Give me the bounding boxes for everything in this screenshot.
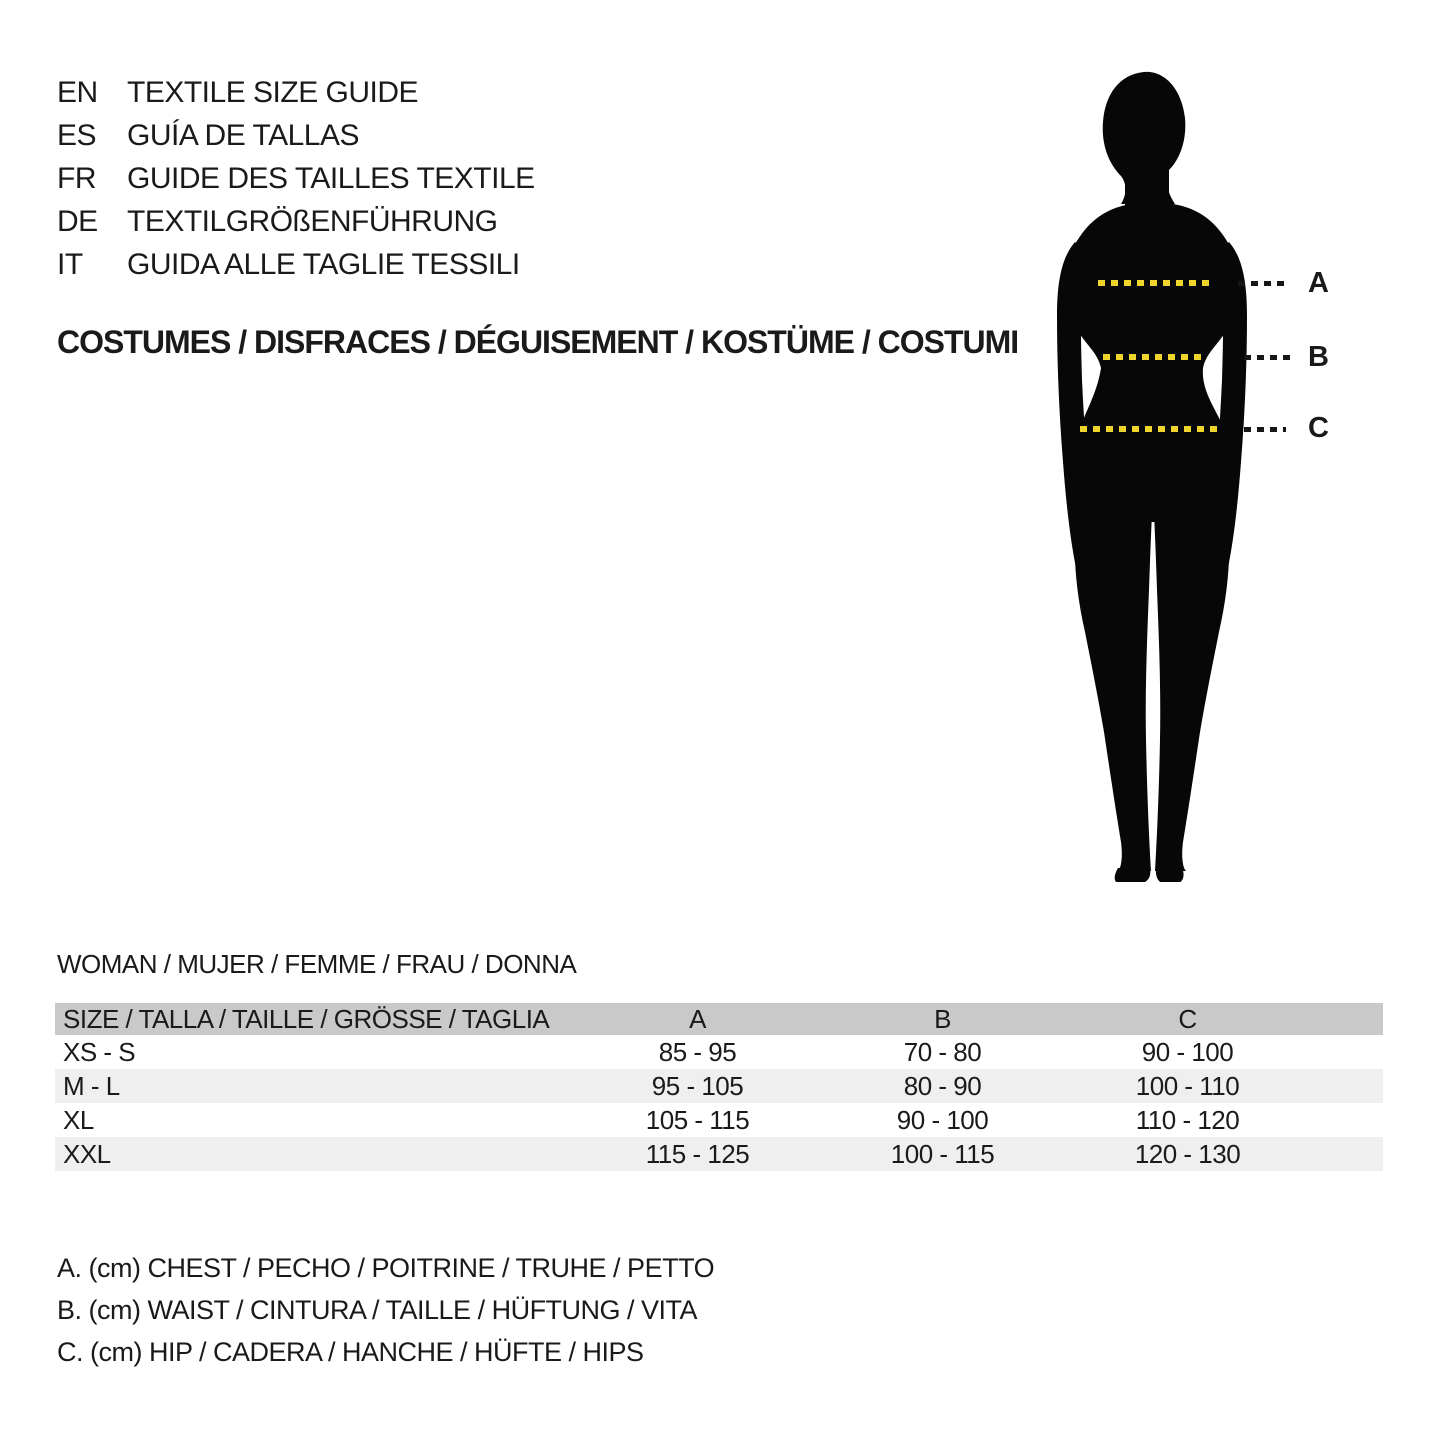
- footnote-waist: B. (cm) WAIST / CINTURA / TAILLE / HÜFTUNG / VITA: [57, 1295, 698, 1325]
- measure-label-c: C: [1308, 412, 1329, 444]
- measure-line-c-leader: [1244, 427, 1286, 432]
- value-cell-a: 95 - 105: [651, 1070, 744, 1101]
- woman-silhouette-figure: [1015, 70, 1295, 882]
- language-row-en: [57, 71, 535, 114]
- value-cell-a: 85 - 95: [658, 1036, 737, 1067]
- language-title: GUÍA DE TALLAS: [127, 119, 359, 152]
- language-row-it: [57, 243, 535, 286]
- size-cell: XL: [63, 1104, 94, 1135]
- measure-line-c-on-body: [1080, 426, 1220, 432]
- language-code: ES: [57, 119, 97, 152]
- category-heading: COSTUMES / DISFRACES / DÉGUISEMENT / KOSTÜME / COSTUMI: [57, 324, 1019, 360]
- woman-silhouette-image: [1015, 70, 1295, 882]
- value-cell-b: 90 - 100: [896, 1104, 989, 1135]
- size-table-header-row: [55, 1003, 1383, 1035]
- table-row-xl: [55, 1103, 1383, 1137]
- size-cell: XXL: [63, 1138, 111, 1169]
- language-title-list: [57, 71, 535, 286]
- table-row-m-l: [55, 1069, 1383, 1103]
- value-cell-c: 90 - 100: [1141, 1036, 1234, 1067]
- size-cell: XS - S: [63, 1036, 136, 1067]
- value-cell-b: 80 - 90: [903, 1070, 982, 1101]
- value-cell-b: 100 - 115: [890, 1138, 995, 1169]
- value-cell-a: 105 - 115: [645, 1104, 750, 1135]
- measure-line-a-leader: [1238, 281, 1290, 286]
- measure-label-b: B: [1308, 341, 1329, 373]
- measure-line-a-on-body: [1098, 280, 1210, 286]
- language-title: GUIDE DES TAILLES TEXTILE: [127, 162, 535, 195]
- language-code: DE: [57, 205, 98, 238]
- size-cell: M - L: [63, 1070, 120, 1101]
- column-header-a: A: [575, 1003, 820, 1035]
- value-cell-b: 70 - 80: [903, 1036, 982, 1067]
- language-row-es: [57, 114, 535, 157]
- size-column-header: SIZE / TALLA / TAILLE / GRÖSSE / TAGLIA: [55, 1003, 575, 1035]
- size-table: [55, 1003, 1383, 1171]
- column-header-c: C: [1065, 1003, 1383, 1035]
- measure-label-a: A: [1308, 267, 1329, 299]
- language-title: TEXTILGRÖßENFÜHRUNG: [127, 205, 498, 238]
- language-row-fr: [57, 157, 535, 200]
- language-code: IT: [57, 248, 83, 281]
- measure-line-b-on-body: [1103, 354, 1205, 360]
- column-header-b: B: [820, 1003, 1065, 1035]
- measure-line-b-leader: [1244, 355, 1290, 360]
- language-code: EN: [57, 76, 98, 109]
- language-title: TEXTILE SIZE GUIDE: [127, 76, 419, 109]
- footnote-hip: C. (cm) HIP / CADERA / HANCHE / HÜFTE / HIPS: [57, 1337, 644, 1367]
- footnote-chest: A. (cm) CHEST / PECHO / POITRINE / TRUHE / PETTO: [57, 1253, 715, 1283]
- value-cell-c: 120 - 130: [1134, 1138, 1241, 1169]
- table-row-xxl: [55, 1137, 1383, 1171]
- section-label-woman: WOMAN / MUJER / FEMME / FRAU / DONNA: [57, 949, 577, 979]
- table-row-xs-s: [55, 1035, 1383, 1069]
- value-cell-c: 110 - 120: [1135, 1104, 1240, 1135]
- language-row-de: [57, 200, 535, 243]
- language-code: FR: [57, 162, 96, 195]
- value-cell-c: 100 - 110: [1135, 1070, 1240, 1101]
- measurement-footnotes: [57, 1247, 714, 1373]
- value-cell-a: 115 - 125: [645, 1138, 750, 1169]
- language-title: GUIDA ALLE TAGLIE TESSILI: [127, 248, 520, 281]
